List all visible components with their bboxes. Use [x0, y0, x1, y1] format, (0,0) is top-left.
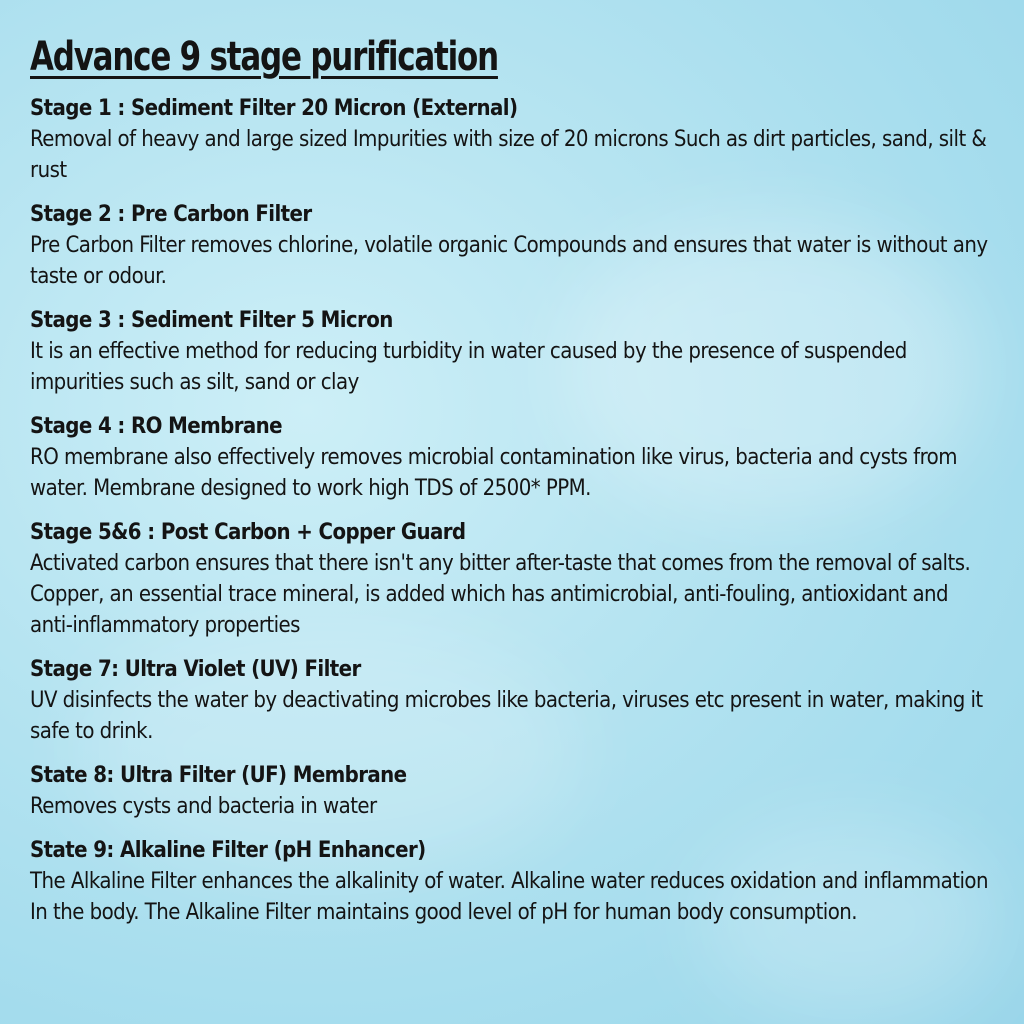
stage-heading: Stage 5&6 : Post Carbon + Copper Guard	[30, 520, 466, 545]
stage-item	[30, 518, 1000, 641]
stage-item	[30, 412, 1000, 504]
stage-heading: State 8: Ultra Filter (UF) Membrane	[30, 763, 407, 788]
stage-heading: Stage 4 : RO Membrane	[30, 414, 282, 439]
stage-description: UV disinfects the water by deactivating microbes like bacteria, viruses etc present in water, making it safe to drink.	[30, 688, 983, 744]
stage-description: Activated carbon ensures that there isn't any bitter after-taste that comes from the removal of salts. Copper, an essential trace mineral, is added which has antimicrobial, anti-fouling, antioxidant and anti-inflammatory properties	[30, 551, 971, 638]
stage-heading: Stage 3 : Sediment Filter 5 Micron	[30, 308, 393, 333]
stage-item	[30, 761, 1000, 822]
stage-description: RO membrane also effectively removes microbial contamination like virus, bacteria and cysts from water. Membrane designed to work high TDS of 2500* PPM.	[30, 445, 957, 501]
stage-item	[30, 836, 1000, 928]
stage-heading: Stage 1 : Sediment Filter 20 Micron (External)	[30, 96, 518, 121]
stage-description: Removes cysts and bacteria in water	[30, 794, 377, 819]
stage-heading: Stage 7: Ultra Violet (UV) Filter	[30, 657, 361, 682]
stage-description: It is an effective method for reducing turbidity in water caused by the presence of suspended impurities such as silt, sand or clay	[30, 339, 907, 395]
stage-description: Removal of heavy and large sized Impurities with size of 20 microns Such as dirt particles, sand, silt & rust	[30, 127, 987, 183]
stage-description: The Alkaline Filter enhances the alkalinity of water. Alkaline water reduces oxidation and inflammation In the body. The Alkaline Filter maintains good level of pH for human body consumption.	[30, 869, 988, 925]
stage-item	[30, 655, 1000, 747]
stage-item	[30, 94, 1000, 186]
purification-stages-panel	[30, 26, 1000, 942]
page-title: Advance 9 stage purification	[30, 34, 498, 80]
stage-item	[30, 306, 1000, 398]
stage-description: Pre Carbon Filter removes chlorine, volatile organic Compounds and ensures that water is without any taste or odour.	[30, 233, 988, 289]
stage-item	[30, 200, 1000, 292]
stage-heading: Stage 2 : Pre Carbon Filter	[30, 202, 312, 227]
stage-heading: State 9: Alkaline Filter (pH Enhancer)	[30, 838, 426, 863]
